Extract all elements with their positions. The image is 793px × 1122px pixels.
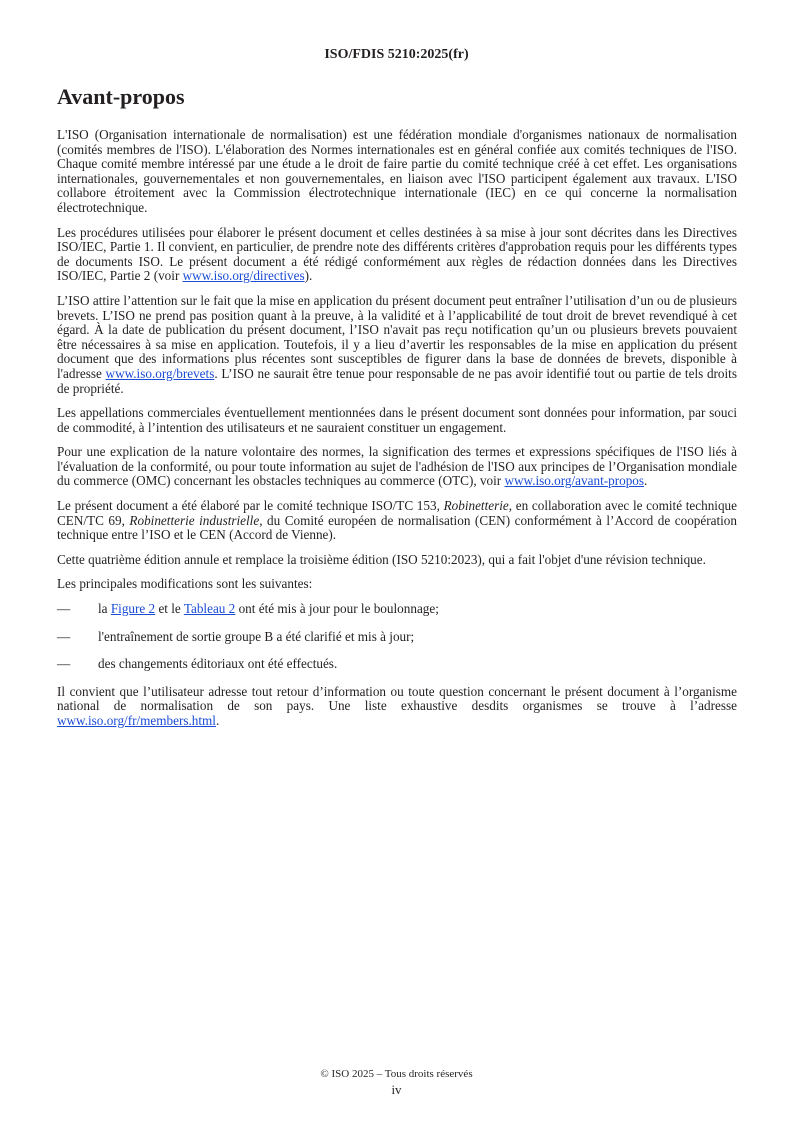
paragraph-patents: L’ISO attire l’attention sur le fait que la mise en application du présent document peut entraîner l’utilisation d’un ou de plusieurs brevets. L’ISO ne prend pas position quant à la preuve, à la validité et à l’applicabilité de tout droit de brevet revendiqué à cet égard. À la date de publication du présent document, l’ISO n'avait pas reçu notification qu’un ou plusieurs brevets pouvaient être nécessaires à sa mise en application. Toutefois, il y a lieu d’avertir les responsables de la mise en application du présent document que des informations plus récentes sont susceptibles de figurer dans la base de données de brevets, disponible à l'adresse www.iso.org/brevets. L’ISO ne saurait être tenue pour responsable de ne pas avoir identifié tout ou partie de tels droits de propriété. bbox=[57, 292, 737, 396]
paragraph-voluntary-nature: Pour une explication de la nature volontaire des normes, la signification des termes et expressions spécifiques de l'ISO liés à l'évaluation de la conformité, ou pour toute information au sujet de l'adhésion de l'ISO aux principes de l’Organisation mondiale du commerce (OMC) concernant les obstacles techniques au commerce (OTC), voir www.iso.org/avant-propos. bbox=[57, 444, 737, 489]
foreword-link[interactable]: www.iso.org/avant-propos bbox=[504, 473, 645, 489]
paragraph-iso-intro: L'ISO (Organisation internationale de normalisation) est une fédération mondiale d'organismes nationaux de normalisation (comités membres de l'ISO). L'élaboration des Normes internationales est en général confiée aux comités techniques de l'ISO. Chaque comité membre intéressé par une étude a le droit de faire partie du comité technique créé à cet effet. Les organisations internationales, gouvernementales et non gouvernementales, en liaison avec l'ISO participent également aux travaux. L'ISO collabore étroitement avec la Commission électrotechnique internationale (IEC) en ce qui concerne la normalisation électrotechnique. bbox=[57, 127, 737, 215]
copyright-notice: © ISO 2025 – Tous droits réservés bbox=[320, 1068, 473, 1080]
paragraph-changes-intro: Les principales modifications sont les suivantes: bbox=[57, 576, 313, 592]
page-footer bbox=[0, 1066, 793, 1098]
list-item: — la Figure 2 et le Tableau 2 ont été mis à jour pour le boulonnage; bbox=[57, 601, 439, 617]
table-2-link[interactable]: Tableau 2 bbox=[183, 601, 236, 617]
foreword-body bbox=[57, 128, 737, 739]
directives-link[interactable]: www.iso.org/directives bbox=[182, 268, 305, 284]
members-link[interactable]: www.iso.org/fr/members.html bbox=[57, 713, 216, 728]
paragraph-feedback: Il convient que l’utilisateur adresse tout retour d’information ou toute question concernant le présent document à l’organisme national de normalisation de son pays. Une liste exhaustive desdits organismes se trouve à l’adresse www.iso.org/fr/members.html. bbox=[57, 683, 737, 728]
changes-list bbox=[57, 602, 737, 672]
dash-bullet-icon: — bbox=[57, 628, 71, 644]
list-item: — l'entraînement de sortie groupe B a été clarifié et mis à jour; bbox=[57, 628, 415, 644]
dash-bullet-icon: — bbox=[57, 601, 71, 617]
figure-2-link[interactable]: Figure 2 bbox=[110, 601, 156, 617]
paragraph-directives: Les procédures utilisées pour élaborer le présent document et celles destinées à sa mise à jour sont décrites dans les Directives ISO/IEC, Partie 1. Il convient, en particulier, de prendre note des différents critères d'approbation requis pour les différents types de documents ISO. Le présent document a été rédigé conformément aux règles de rédaction données dans les Directives ISO/IEC, Partie 2 (voir www.iso.org/directives). bbox=[57, 224, 737, 284]
page-title: Avant-propos bbox=[57, 84, 185, 109]
page-number: iv bbox=[391, 1082, 402, 1097]
paragraph-committee: Le présent document a été élaboré par le comité technique ISO/TC 153, Robinetterie, en collaboration avec le comité technique CEN/TC 69, Robinetterie industrielle, du Comité européen de normalisation (CEN) conformément à l’Accord de coopération technique entre l’ISO et le CEN (Accord de Vienne). bbox=[57, 498, 738, 543]
dash-bullet-icon: — bbox=[57, 656, 71, 672]
paragraph-trade-names: Les appellations commerciales éventuellement mentionnées dans le présent document sont données pour information, par souci de commodité, à l’intention des utilisateurs et ne sauraient constituer un engagement. bbox=[57, 405, 737, 435]
document-header: ISO/FDIS 5210:2025(fr) bbox=[324, 47, 469, 62]
paragraph-edition: Cette quatrième édition annule et remplace la troisième édition (ISO 5210:2023), qui a fait l'objet d'une révision technique. bbox=[57, 551, 706, 567]
list-item: — des changements éditoriaux ont été effectués. bbox=[57, 656, 338, 672]
patents-link[interactable]: www.iso.org/brevets bbox=[105, 365, 215, 381]
